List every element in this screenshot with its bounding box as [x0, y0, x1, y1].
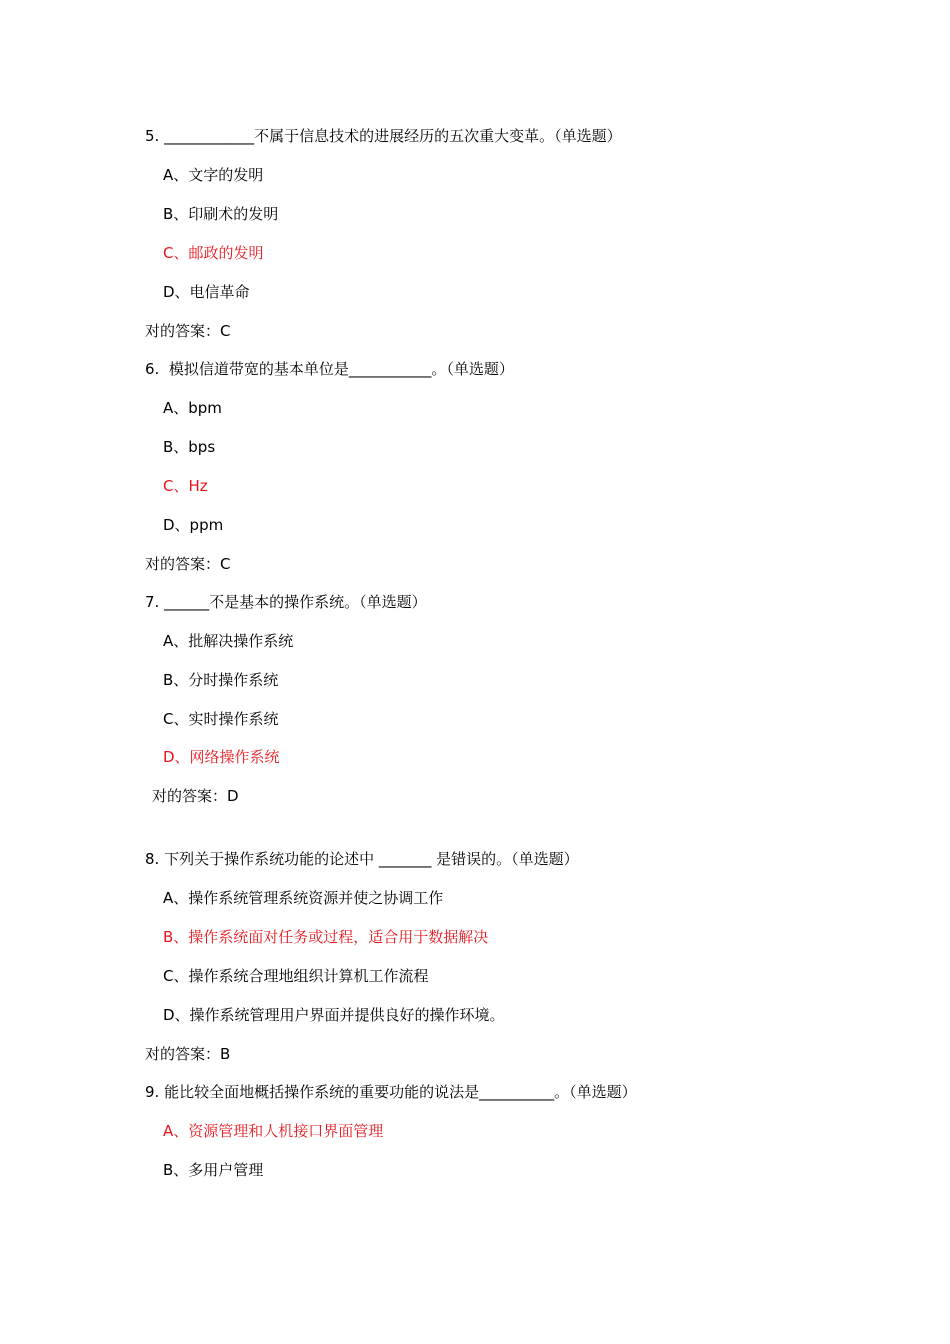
question-7-option-a: A、批解决操作系统: [163, 632, 294, 650]
question-7-answer: 对的答案：D: [152, 787, 239, 805]
question-8-option-d: D、操作系统管理用户界面并提供良好的操作环境。: [163, 1006, 505, 1024]
question-9-stem: 9. 能比较全面地概括操作系统的重要功能的说法是__________。（单选题）: [145, 1083, 637, 1101]
question-6-option-b: B、bps: [163, 438, 216, 456]
question-5-option-a: A、文字的发明: [163, 166, 264, 184]
question-8-option-a: A、操作系统管理系统资源并使之协调工作: [163, 889, 444, 907]
question-7-option-d-correct: D、网络操作系统: [163, 748, 280, 766]
question-6-option-d: D、ppm: [163, 516, 224, 534]
question-8-answer: 对的答案：B: [145, 1045, 231, 1063]
question-5-stem: 5. ____________不属于信息技术的进展经历的五次重大变革。（单选题）: [145, 127, 622, 145]
question-6-option-c-correct: C、Hz: [163, 477, 208, 495]
question-6-answer: 对的答案：C: [145, 555, 231, 573]
question-8-stem: 8. 下列关于操作系统功能的论述中 _______ 是错误的。（单选题）: [145, 850, 579, 868]
question-5-option-c-correct: C、邮政的发明: [163, 244, 264, 262]
question-7-option-c: C、实时操作系统: [163, 710, 279, 728]
question-7-option-b: B、分时操作系统: [163, 671, 279, 689]
question-6-stem: 6. 模拟信道带宽的基本单位是___________。（单选题）: [145, 360, 514, 378]
question-5-option-b: B、印刷术的发明: [163, 205, 279, 223]
question-9-option-a-correct: A、资源管理和人机接口界面管理: [163, 1122, 384, 1140]
question-8-option-c: C、操作系统合理地组织计算机工作流程: [163, 967, 429, 985]
question-6-option-a: A、bpm: [163, 399, 222, 417]
question-5-option-d: D、电信革命: [163, 283, 250, 301]
question-9-option-b: B、多用户管理: [163, 1161, 264, 1179]
question-5-answer: 对的答案：C: [145, 322, 231, 340]
question-7-stem: 7. ______不是基本的操作系统。（单选题）: [145, 593, 427, 611]
question-8-option-b-correct: B、操作系统面对任务或过程，适合用于数据解决: [163, 928, 489, 946]
